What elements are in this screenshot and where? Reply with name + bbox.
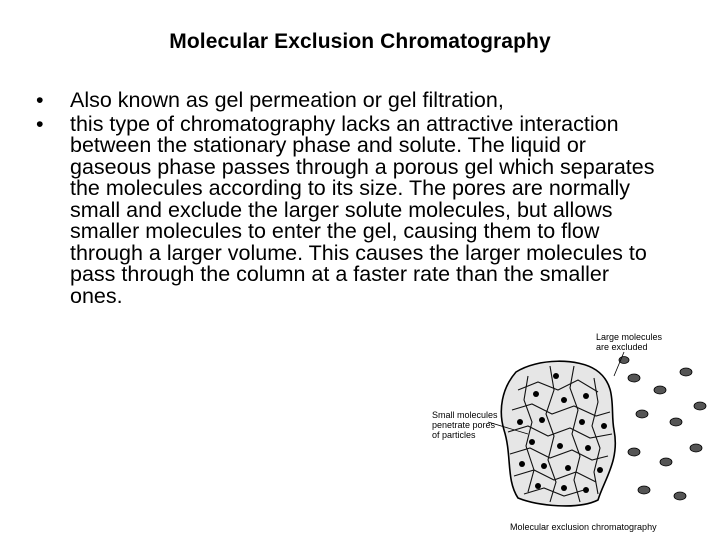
label-large-molecules: Large molecules [596, 332, 663, 342]
bullet-dot-icon: • [36, 111, 44, 136]
bullet-list [36, 90, 666, 309]
leader-line-large [614, 352, 624, 376]
bullet-item [36, 90, 666, 112]
bullet-dot-icon: • [36, 88, 44, 112]
bullet-text: Also known as gel permeation or gel filtration, [70, 88, 504, 112]
exclusion-chromatography-figure [428, 330, 720, 540]
bullet-item [36, 111, 666, 308]
label-are-excluded: are excluded [596, 342, 648, 352]
slide-title: Molecular Exclusion Chromatography [169, 30, 551, 53]
figure-caption: Molecular exclusion chromatography [510, 522, 657, 532]
label-penetrate-pores: penetrate pores [432, 420, 496, 430]
label-small-molecules: Small molecules [432, 410, 498, 420]
bullet-text: this type of chromatography lacks an attractive interaction between the stationary phase and solute. The liquid or gaseous phase passes through a porous gel which separates the molecules according to its size. The pores are normally small and exclude the larger solute molecules, but allows smaller molecules to enter the gel, causing them to flow through a larger volume. This causes the larger molecules to pass through the column at a faster rate than the smaller ones. [70, 111, 655, 308]
gel-bead-shape [501, 361, 615, 506]
gel-diagram [428, 330, 720, 540]
label-of-particles: of particles [432, 430, 476, 440]
large-molecule-ovals [619, 357, 706, 501]
